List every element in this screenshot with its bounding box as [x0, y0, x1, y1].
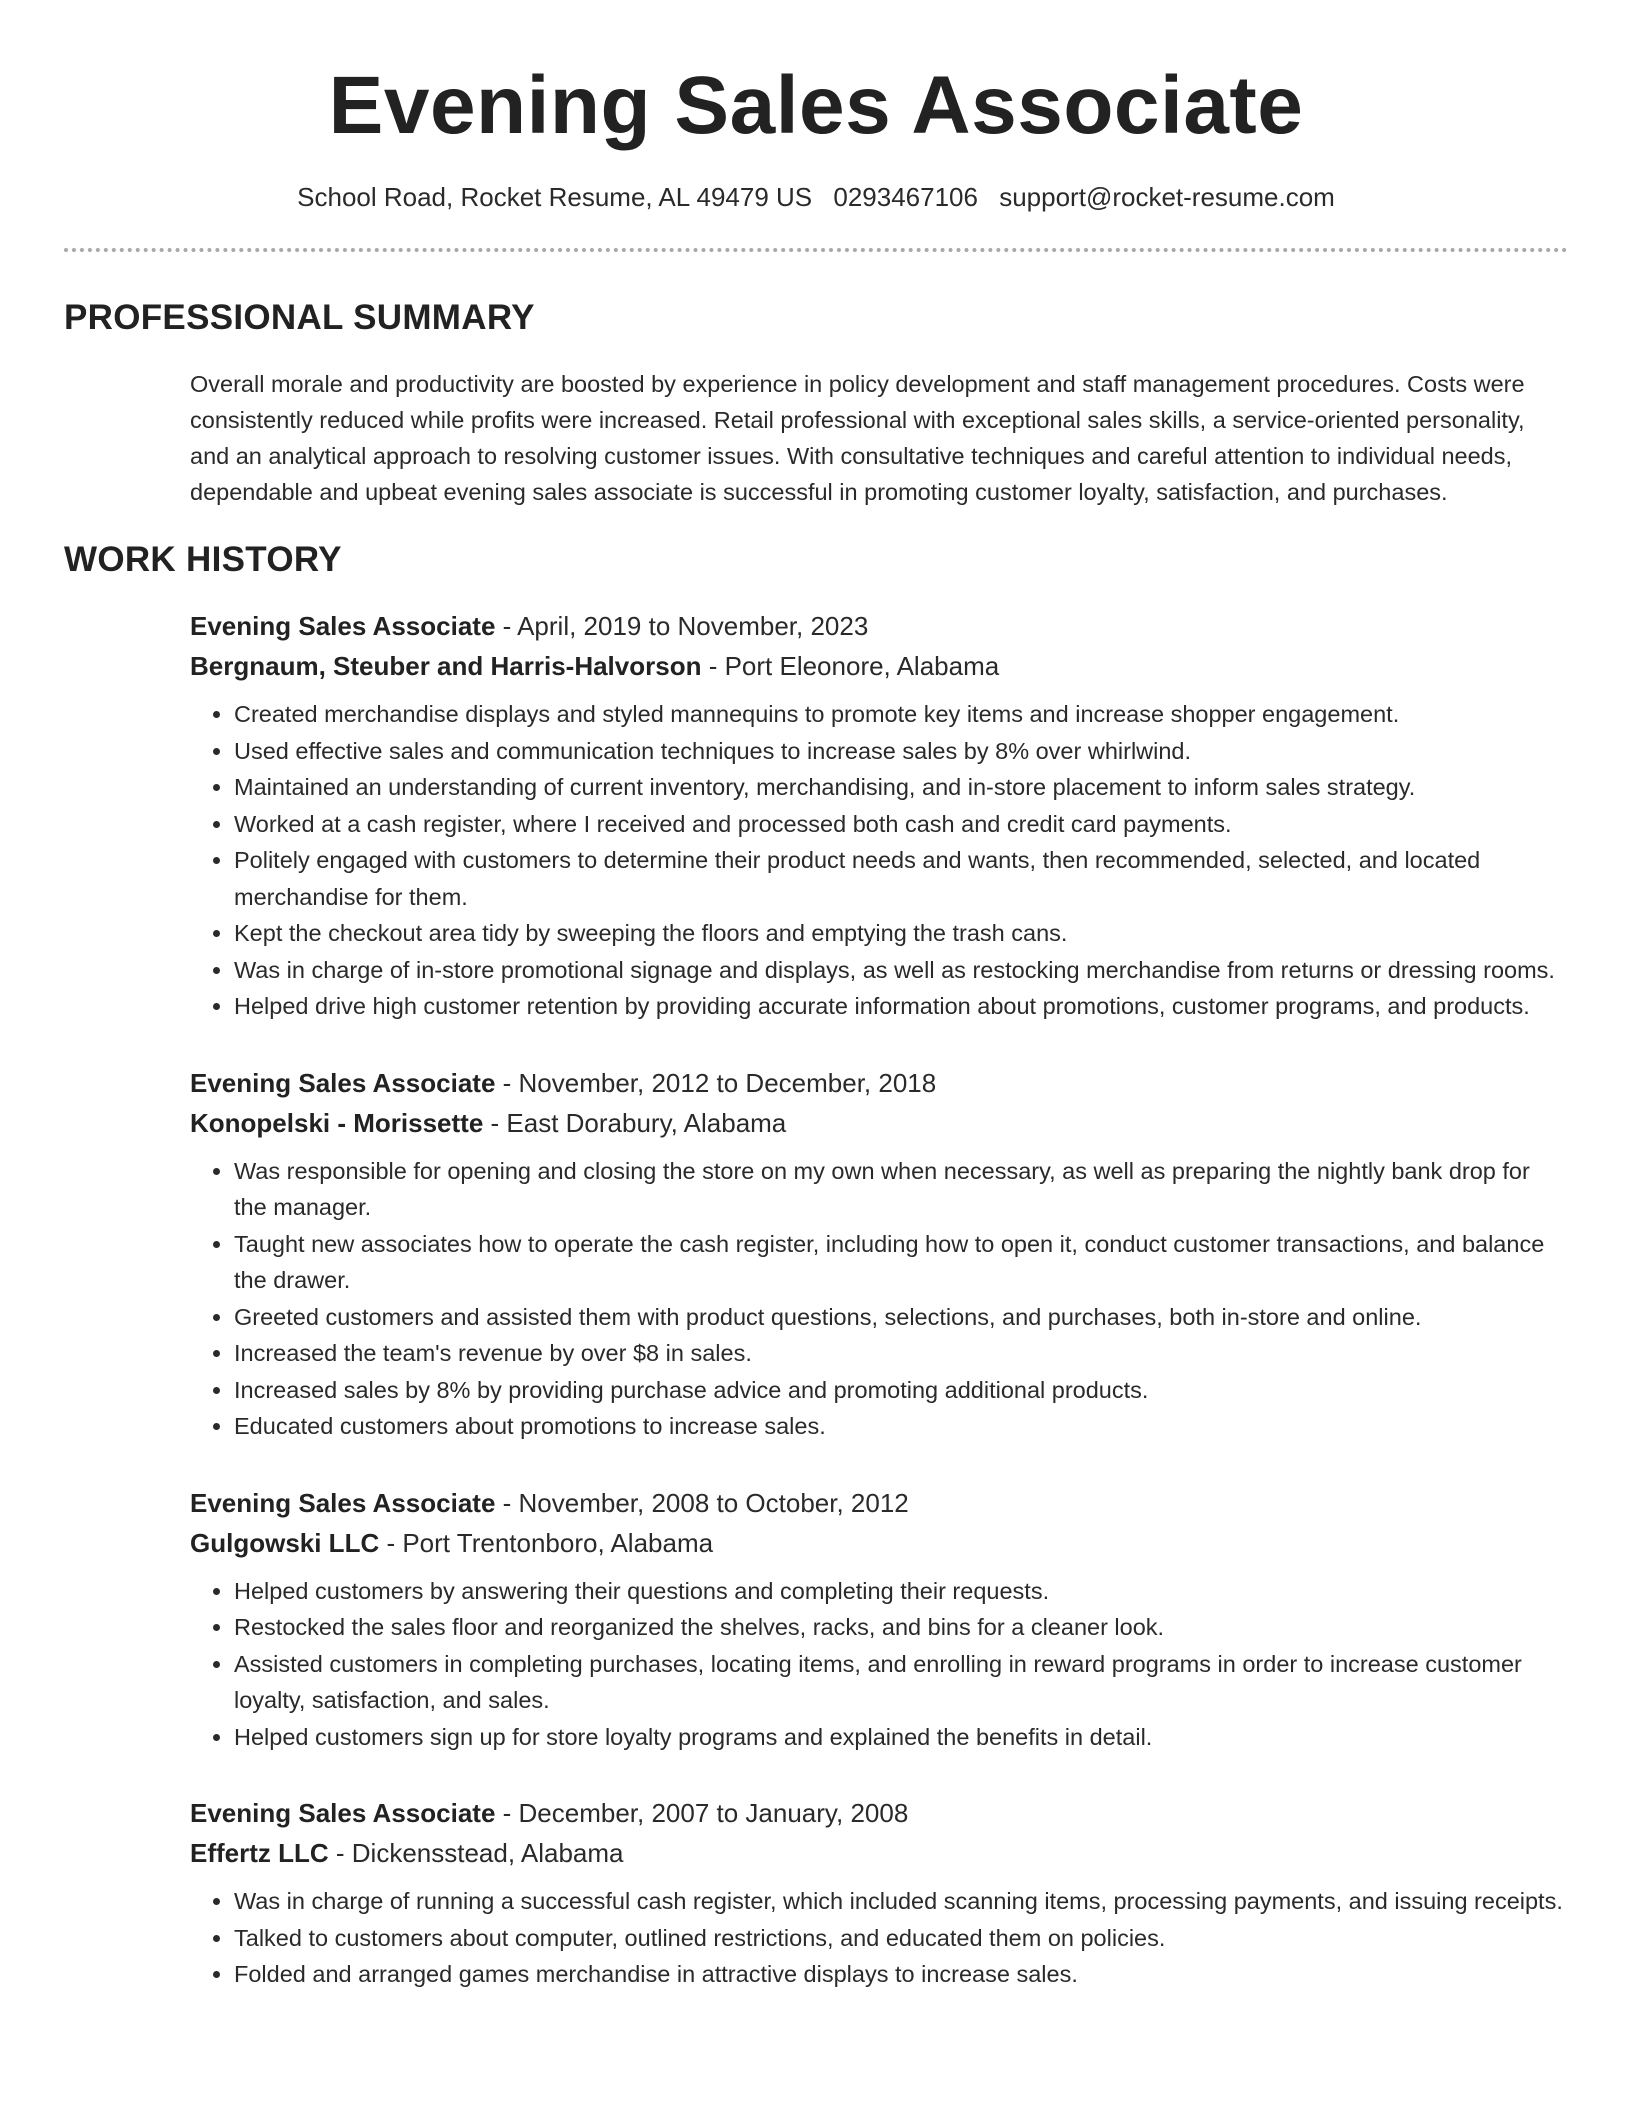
job-bullet: • Increased sales by 8% by providing purchase advice and promoting additional products.: [234, 1372, 1568, 1409]
job-company-line: [190, 1103, 1568, 1143]
job-title-line: [190, 1063, 1568, 1103]
job-location: - Port Eleonore, Alabama: [701, 651, 1000, 681]
job-company: Effertz LLC: [190, 1838, 329, 1868]
job-bullet: • Helped drive high customer retention by providing accurate information about promotions, customer programs, and products.: [234, 988, 1568, 1025]
job-company: Gulgowski LLC: [190, 1527, 380, 1558]
job-location: - Port Trentonboro, Alabama: [379, 1527, 714, 1558]
job-bullet: • Folded and arranged games merchandise in attractive displays to increase sales.: [234, 1956, 1568, 1993]
job-bullet: • Worked at a cash register, where I received and processed both cash and credit card payments.: [234, 806, 1568, 843]
job-location: - East Dorabury, Alabama: [483, 1107, 787, 1138]
job-company: Bergnaum, Steuber and Harris-Halvorson: [190, 651, 702, 681]
job-bullet: • Helped customers sign up for store loyalty programs and explained the benefits in detail.: [234, 1719, 1568, 1756]
job-bullet: • Talked to customers about computer, outlined restrictions, and educated them on policies.: [234, 1920, 1568, 1957]
job-bullets: [190, 1153, 1568, 1445]
contact-line: [64, 180, 1568, 214]
job-bullet: • Used effective sales and communication techniques to increase sales by 8% over whirlwind.: [234, 733, 1568, 770]
job-company-line: [190, 1833, 1568, 1873]
job-entry: [190, 1793, 1568, 1993]
job-entry: [190, 1483, 1568, 1756]
job-bullet: • Created merchandise displays and styled mannequins to promote key items and increase shopper engagement.: [234, 696, 1568, 733]
job-dates: - April, 2019 to November, 2023: [495, 611, 869, 641]
job-title-line: [190, 1793, 1568, 1833]
job-bullet: • Restocked the sales floor and reorganized the shelves, racks, and bins for a cleaner look.: [234, 1609, 1568, 1646]
job-dates: - November, 2012 to December, 2018: [495, 1067, 937, 1098]
job-bullet: • Maintained an understanding of current inventory, merchandising, and in-store placement to inform sales strategy.: [234, 769, 1568, 806]
job-role: Evening Sales Associate: [190, 1798, 496, 1828]
job-bullets: [190, 696, 1568, 1025]
section-title-work-history: WORK HISTORY: [64, 540, 342, 579]
section-title-summary: PROFESSIONAL SUMMARY: [64, 298, 535, 337]
job-entry: [190, 606, 1568, 1025]
job-dates: - December, 2007 to January, 2008: [495, 1798, 909, 1828]
job-location: - Dickensstead, Alabama: [328, 1838, 624, 1868]
summary-text: Overall morale and productivity are boosted by experience in policy development and staff management procedures. Costs were consistently reduced while profits were increased. Retail professional with exceptional sales skills, a service-oriented personality, and an analytical approach to resolving customer issues. With consultative techniques and careful attention to individual needs, dependable and upbeat evening sales associate is successful in promoting customer loyalty, satisfaction, and purchases.: [190, 371, 1525, 505]
job-title-line: [190, 606, 1568, 646]
job-company: Konopelski - Morissette: [190, 1107, 484, 1138]
job-title-line: [190, 1483, 1568, 1523]
job-bullet: • Was in charge of in-store promotional signage and displays, as well as restocking merchandise from returns or dressing rooms.: [234, 952, 1568, 989]
job-bullet: • Helped customers by answering their questions and completing their requests.: [234, 1573, 1568, 1610]
job-dates: - November, 2008 to October, 2012: [495, 1487, 909, 1518]
contact-phone: 0293467106: [833, 182, 978, 212]
contact-address: School Road, Rocket Resume, AL 49479 US: [297, 182, 813, 212]
job-role: Evening Sales Associate: [190, 611, 496, 641]
contact-email: support@rocket-resume.com: [999, 182, 1335, 212]
job-bullet: • Educated customers about promotions to increase sales.: [234, 1408, 1568, 1445]
job-bullets: [190, 1883, 1568, 1993]
job-role: Evening Sales Associate: [190, 1487, 496, 1518]
candidate-name: Evening Sales Associate: [328, 60, 1304, 151]
job-bullet: • Was in charge of running a successful cash register, which included scanning items, processing payments, and issuing receipts.: [234, 1883, 1568, 1920]
job-company-line: [190, 646, 1568, 686]
job-bullet: • Greeted customers and assisted them with product questions, selections, and purchases, both in-store and online.: [234, 1299, 1568, 1336]
header-divider: [64, 248, 1568, 252]
job-bullet: • Politely engaged with customers to determine their product needs and wants, then recommended, selected, and located merchandise for them.: [234, 842, 1568, 915]
job-bullet: • Kept the checkout area tidy by sweeping the floors and emptying the trash cans.: [234, 915, 1568, 952]
job-bullet: • Increased the team's revenue by over $8 in sales.: [234, 1335, 1568, 1372]
job-entry: [190, 1063, 1568, 1445]
job-bullet: • Was responsible for opening and closing the store on my own when necessary, as well as preparing the nightly bank drop for the manager.: [234, 1153, 1568, 1226]
job-company-line: [190, 1523, 1568, 1563]
job-bullet: • Assisted customers in completing purchases, locating items, and enrolling in reward programs in order to increase customer loyalty, satisfaction, and sales.: [234, 1646, 1568, 1719]
job-bullet: • Taught new associates how to operate the cash register, including how to open it, conduct customer transactions, and balance the drawer.: [234, 1226, 1568, 1299]
job-bullets: [190, 1573, 1568, 1756]
job-role: Evening Sales Associate: [190, 1067, 496, 1098]
